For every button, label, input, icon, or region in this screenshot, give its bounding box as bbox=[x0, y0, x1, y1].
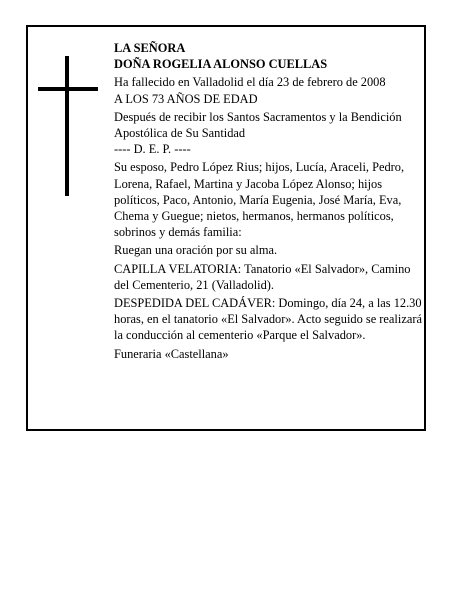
cross-horizontal-bar bbox=[38, 87, 98, 91]
farewell-info: DESPEDIDA DEL CADÁVER: Domingo, día 24, a las 12.30 horas, en el tanatorio «El Salvador». Acto seguido se realizará la conducción al cementerio «Parque el Salvador». bbox=[114, 296, 422, 343]
age-line: A LOS 73 AÑOS DE EDAD bbox=[114, 91, 258, 106]
notice-title: LA SEÑORA bbox=[114, 41, 186, 55]
cross-icon bbox=[38, 56, 98, 196]
dep-line: ---- D. E. P. ---- bbox=[114, 142, 191, 157]
obituary-text-block bbox=[114, 40, 426, 364]
family-list: Su esposo, Pedro López Rius; hijos, Lucía, Araceli, Pedro, Lorena, Rafael, Martina y Jacoba López Alonso; hijos políticos, Paco, Antonio, María Eugenia, José María, Eva, Chema y Guegue; nietos, hermanos, hermanos políticos, sobrinos y demás familia: bbox=[114, 160, 405, 240]
deceased-name: DOÑA ROGELIA ALONSO CUELLAS bbox=[114, 57, 328, 72]
funeral-home: Funeraria «Castellana» bbox=[114, 346, 229, 361]
chapel-info: CAPILLA VELATORIA: Tanatorio «El Salvador», Camino del Cementerio, 21 (Valladolid). bbox=[114, 261, 411, 292]
sacraments-text: Después de recibir los Santos Sacramentos y la Bendición Apostólica de Su Santidad bbox=[114, 109, 402, 141]
prayer-request: Ruegan una oración por su alma. bbox=[114, 243, 278, 258]
death-announcement: Ha fallecido en Valladolid el día 23 de febrero de 2008 bbox=[114, 75, 386, 90]
cross-vertical-bar bbox=[65, 56, 69, 196]
